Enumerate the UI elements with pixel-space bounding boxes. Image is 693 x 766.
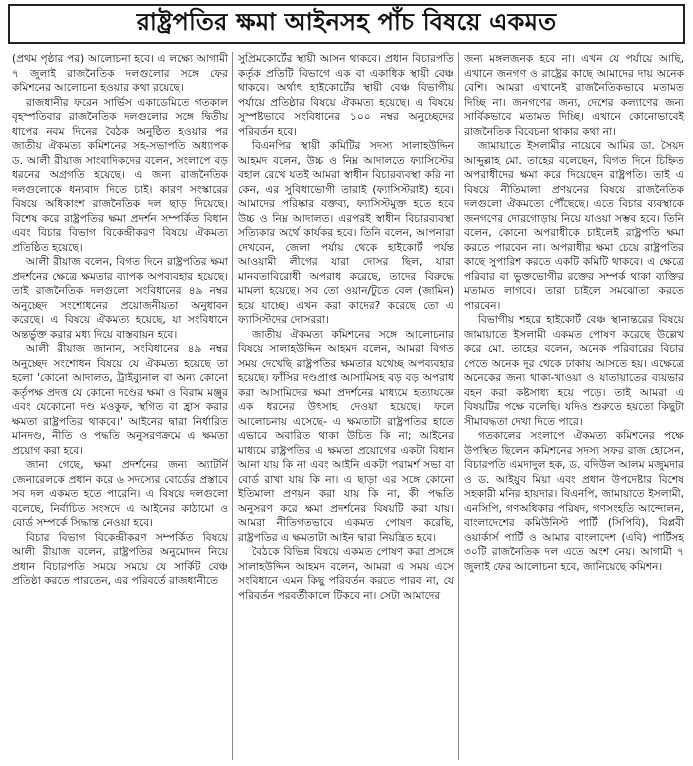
- paragraph: জানা গেছে, ক্ষমা প্রদর্শনের জন্য অ্যাটর্নি জেনারেলকে প্রধান করে ৬ সদস্যের বোর্ডের প্রস্তাবে সব দল একমত হতে পারেনি। এ বিষয়ে দলগুলো বলেছে, নির্বাচিত সংসদে এ আইনের কাঠামো ও বোর্ড সম্পর্কে সিদ্ধান্ত নেওয়া হবে।: [12, 459, 228, 529]
- paragraph: বিএনপির স্থায়ী কমিটির সদস্য সালাহউদ্দিন আহমদ বলেন, উচ্চ ও নিম্ন আদালতে ফ্যাসিস্টের বহাল রেখে যতই আমরা স্বাধীন বিচারব্যবস্থা করি না কেন, এর সুবিধাভোগী তারাই (ফ্যাসিস্টরাই) হবে। আমাদের পরিষ্কার বক্তব্য, ফ্যাসিস্টমুক্ত হতে হবে উচ্চ ও নিম্ন আদালত। এরপরই স্বাধীন বিচারব্যবস্থা সত্যিকার অর্থে কার্যকর হবে। তিনি বলেন, আপনারা দেখবেন, জেলা পর্যায় থেকে হাইকোর্ট পর্যন্ত আওয়ামী লীগের যারা দোসর ছিল, যারা মানবতাবিরোধী অপরাধ করেছে, তাদের বিরুদ্ধে মামলা হয়েছে। সব তো ওয়ান/টুতে বেল (জামিন) হয়ে যাচ্ছে। এখন করা কাদের? করেছে তো এ ফ্যাসিস্টদের দোসররা।: [238, 140, 454, 326]
- paragraph: জামায়াতে ইসলামীর নায়েবে আমির ডা. সৈয়দ আব্দুল্লাহ মো. তাহের বলেছেন, বিগত দিনে চিহ্নিত অপরাধীদের ক্ষমা করে দিয়েছেন রাষ্ট্রপতি। তাই এ বিষয়ে নীতিমালা প্রণয়নের বিষয়ে রাজনৈতিক দলগুলো ঐকমত্যে পৌঁছেছে। এতে বিচার ব্যবস্থাকে জনগণের দোরগোড়ায় নিয়ে যাওয়া সম্ভব হবে। তিনি বলেন, কোনো অপরাধীকে চাইলেই রাষ্ট্রপতি ক্ষমা করতে পারবেন না। অপরাধীর ক্ষমা চেয়ে রাষ্ট্রপতির কাছে সুপারিশ করতে একটি কমিটি থাকবে। এ ক্ষেত্রে পরিবার বা ভুক্তভোগীর রক্তের সম্পর্ক থাকা ব্যক্তির মতামত লাগবে। তারা চাইলে সমঝোতা করতে পারবেন।: [464, 140, 684, 312]
- paragraph: জাতীয় ঐকমত্য কমিশনের সঙ্গে আলোচনার বিষয়ে সালাহউদ্দিন আহমদ বলেন, আমরা বিগত সময় দেখেছি রাষ্ট্রপতির ক্ষমতার যথেচ্ছ অপব্যবহার হয়েছে। ফাঁসির দণ্ডপ্রাপ্ত আসামিসহ বড় বড় অপরাধ করা আসামিদের ক্ষমা প্রদর্শনের মাধ্যমে হত্যাযজ্ঞে এক ধরনের উৎসাহ দেওয়া হয়েছে। ফলে আলোচনায় এসেছে- এ ক্ষমতাটা রাষ্ট্রপতির হাতে এভাবে অবারিত থাকা উচিত কি না; আইনের মাধ্যমে রাষ্ট্রপতির এ ক্ষমতা প্রয়োগের একটা বিধান আনা যায় কি না এবং আইনি একটা পরামর্শ সভা বা বোর্ড রাখা যায় কি না। এ ছাড়া এর সঙ্গে কোনো ইতিমালা প্রণয়ন করা যায় কি না, কী পদ্ধতি অনুসরণ করে ক্ষমা প্রদর্শনের বিষয়টি করা যায়। আমরা নীতিগতভাবে একমত পোষণ করেছি, রাষ্ট্রপতির এ ক্ষমতাটা আইন দ্বারা নিয়ন্ত্রিত হবে।: [238, 328, 454, 544]
- paragraph: গতকালের সংলাপে ঐকমত্য কমিশনের পক্ষে উপস্থিত ছিলেন কমিশনের সদস্য সফর রাজ হোসেন, বিচারপতি এমদাদুল হক, ড. বদিউল আলম মজুমদার ও ড. আইয়ুব মিয়া এবং প্রধান উপদেষ্টার বিশেষ সহকারী মনির হায়দার। বিএনপি, জামায়াতে ইসলামী, এনসিপি, গণঅধিকার পরিষদ, গণসংহতি আন্দোলন, বাংলাদেশের কমিউনিস্ট পার্টি (সিপিবি), বিপ্লবী ওয়ার্কার্স পার্টি ও আমার বাংলাদেশ (এবি) পার্টিসহ ৩০টি রাজনৈতিক দল এতে অংশ নেয়। আগামী ৭ জুলাই ফের আলোচনা হবে, জানিয়েছে কমিশন।: [464, 430, 684, 573]
- paragraph: সুপ্রিমকোর্টের স্থায়ী আসন থাকবে। প্রধান বিচারপতি কর্তৃক প্রতিটি বিভাগে এক বা একাধিক স্থায়ী বেঞ্চ থাকবে। অর্থাৎ হাইকোর্টের স্থায়ী বেঞ্চ বিভাগীয় পর্যায়ে প্রতিষ্ঠার বিষয়ে ঐকমত্য হয়েছে। এ বিষয়ে সুস্পষ্টভাবে সংবিধানের ১০০ নম্বর অনুচ্ছেদের পরিবর্তন হবে।: [238, 53, 454, 138]
- paragraph: (প্রথম পৃষ্ঠার পর) আলোচনা হবে। এ লক্ষ্যে আগামী ৭ জুলাই রাজনৈতিক দলগুলোর সঙ্গে ফের কমিশনের আলোচনা হওয়ার কথা রয়েছে।: [12, 53, 228, 94]
- article-column-3: [464, 52, 684, 760]
- paragraph: আলী রীয়াজ জানান, সংবিধানের ৪৯ নম্বর অনুচ্ছেদ সংশোধন বিষয়ে যে ঐকমত্য হয়েছে তা হলো 'কোনো আদালত, ট্রাইব্যুনাল বা অন্য কোনো কর্তৃপক্ষ প্রদত্ত যে কোনো দণ্ডের ক্ষমা ও বিরাম মঞ্জুর এবং যেকোনো দণ্ড মওকুফ, স্থগিত বা হ্রাস করার ক্ষমতা রাষ্ট্রপতির থাকবে।' আইনের দ্বারা নির্ধারিত মানদণ্ড, নীতি ও পদ্ধতি অনুসরণক্রমে এ ক্ষমতা প্রয়োগ করা হবে।: [12, 343, 228, 457]
- column-divider-1: [232, 52, 233, 760]
- paragraph: রাজধানীর ফরেন সার্ভিস একাডেমিতে গতকাল বৃহস্পতিবার রাজনৈতিক দলগুলোর সঙ্গে দ্বিতীয় ধাপের নবম দিনের বৈঠক অনুষ্ঠিত হওয়ার পর জাতীয় ঐকমত্য কমিশনের সহ-সভাপতি অধ্যাপক ড. আলী রীয়াজ সাংবাদিকদের বলেন, সংলাপে বড় ধরনের অগ্রগতি হয়েছে। এ জন্য রাজনৈতিক দলগুলোকে ধন্যবাদ দিতে চাই। কারণ সংস্কারের বিষয়ে অধিকাংশ রাজনৈতিক দল ছাড় দিয়েছে। বিশেষ করে রাষ্ট্রপতির ক্ষমা প্রদর্শন সম্পর্কিত বিধান এবং বিচার বিভাগ বিকেন্দ্রীকরণ বিষয়ে ঐকমত্য প্রতিষ্ঠিত হয়েছে।: [12, 96, 228, 254]
- paragraph: বিচার বিভাগ বিকেন্দ্রীকরণ সম্পর্কিত বিষয়ে আলী রীয়াজ বলেন, রাষ্ট্রপতির অনুমোদন নিয়ে প্রধান বিচারপতি সময়ে সময়ে যে সার্কিট বেঞ্চ প্রতিষ্ঠা করতে পারতেন, এর পরিবর্তে রাজধানীতে: [12, 531, 228, 587]
- paragraph: আলী রীয়াজ বলেন, বিগত দিনে রাষ্ট্রপতির ক্ষমা প্রদর্শনের ক্ষেত্রে ক্ষমতার ব্যাপক অপব্যবহার হয়েছে। তাই রাজনৈতিক দলগুলো সংবিধানের ৪৯ নম্বর অনুচ্ছেদ সংশোধনের প্রয়োজনীয়তা অনুধাবন করেছে। এ বিষয়ে ঐকমত্য হয়েছে, যা সংবিধানে অন্তর্ভুক্ত করার মধ্য দিয়ে বাস্তবায়ন হবে।: [12, 256, 228, 341]
- column-divider-2: [458, 52, 459, 760]
- article-column-2: [238, 52, 454, 760]
- paragraph: বৈঠকে বিভিন্ন বিষয়ে একমত পোষণ করা প্রসঙ্গে সালাহউদ্দিন আহমদ বলেন, আমরা এ সময় এসে সংবিধানে এমন কিছু পরিবর্তন করতে পারব না, যে পরিবর্তন পরবর্তীকালে টিকবে না। সেটা আমাদের: [238, 546, 454, 602]
- paragraph: জন্য মঙ্গলজনক হবে না। এখন যে পর্যায়ে আছি, এখানে জনগণ ও রাষ্ট্রের কাছে আমাদের দায় অনেক বেশি। আমরা এখানেই রাজনৈতিকভাবে মতামত দিচ্ছি না। জনগণের জন্য, দেশের কল্যাণের জন্য সার্বিকভাবে মতামত দিচ্ছি। এখানে কোনোভাবেই রাজনৈতিক বিবেচনা থাকার কথা না।: [464, 53, 684, 138]
- headline: রাষ্ট্রপতির ক্ষমা আইনসহ পাঁচ বিষয়ে একমত: [8, 4, 685, 44]
- paragraph: বিভাগীয় শহরে হাইকোর্ট বেঞ্চ স্থানান্তরের বিষয়ে জামায়াতে ইসলামী একমত পোষণ করেছে উল্লেখ করে মো. তাহের বলেন, অনেক পরিবারের বিচার পেতে অনেক দূর থেকে ঢাকায় আসতে হয়। এক্ষেত্রে অনেকের জন্য থাকা-খাওয়া ও যাতায়াতের ব্যয়ভার বহন করা কষ্টসাধ্য হয়ে পড়ে। তাই আমরা এ বিষয়টির পক্ষে বলেছি। যদিও শুরুতে হয়তো কিছুটা সীমাবদ্ধতা দেখা দিতে পারে।: [464, 314, 684, 428]
- article-column-1: [12, 52, 228, 760]
